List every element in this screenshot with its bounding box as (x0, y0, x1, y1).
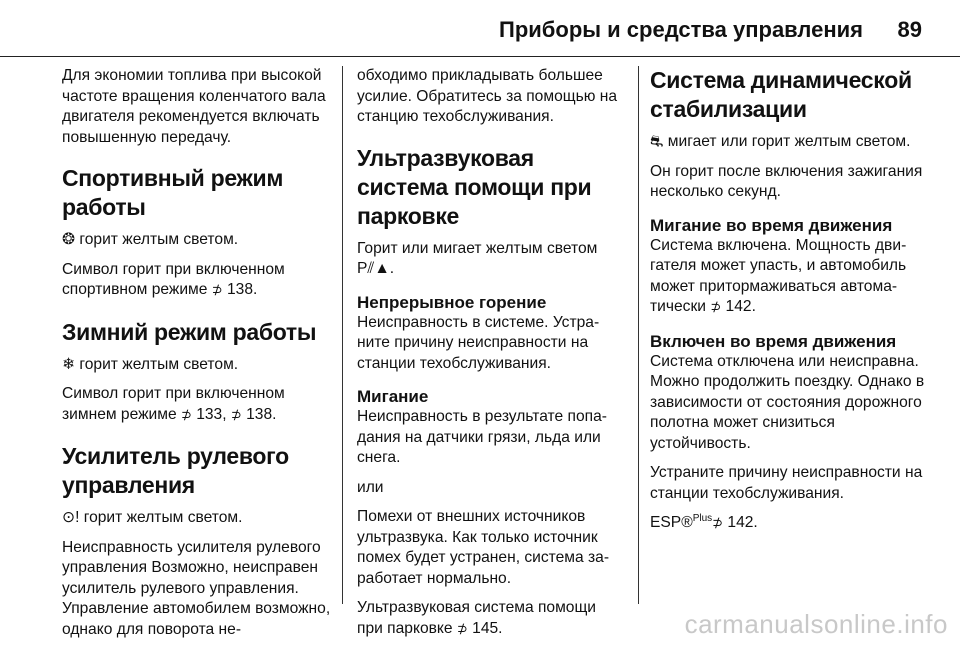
heading-stability-control: Система динамической стабилизации (650, 67, 912, 122)
reference-arrow-icon: ⊅ (230, 407, 242, 423)
column-3 (650, 66, 930, 544)
heading-winter-mode: Зимний режим работы (62, 318, 317, 345)
stability-control-icon: ⛐ (650, 133, 664, 150)
parking-assist-icon: P⫽▲ (357, 260, 390, 277)
on-driving-paragraph: Система отключена или неисправна. Можно продолжить поездку. Однако в зависимости от состояния дорожного полотна может снизиться устойчивость. (650, 352, 925, 452)
reference-arrow-icon: ⊅ (211, 283, 223, 298)
heading-parking-assist: Ультразвуковая система помощи при парковке (357, 144, 592, 229)
continuous-paragraph: Неисправность в системе. Устраните причину неисправности на станции техобслуживания. (357, 313, 600, 372)
reference-arrow-icon: ⊅ (712, 516, 724, 531)
page-title: Приборы и средства управления (499, 17, 863, 42)
sport-paragraph-1: ❂ горит желтым светом. (62, 231, 239, 248)
esp-reference-paragraph: ESP®$^{Plus}$⊅ 142. (650, 512, 758, 531)
heading-power-steering: Усилитель рулевого управления (62, 443, 289, 498)
flashing-paragraph: Неисправность в результате попадания на датчики грязи, льда или снега. (357, 408, 607, 466)
winter-mode-icon: ❄ (62, 355, 76, 373)
parking-reference-paragraph: Ультразвуковая система помощи при парковке ⊅ 145. (357, 599, 597, 637)
heading-sport-mode: Спортивный режим работы (62, 165, 284, 220)
steering-paragraph-2: Неисправность усилителя рулевого управления Возможно, неисправен усилитель рулевого управления. Управление автомобилем возможно, однако для поворота не- (62, 538, 331, 638)
page-number: 89 (897, 17, 922, 42)
header-divider (0, 56, 960, 57)
fix-paragraph: Устраните причину неисправности на станции техобслуживания. (650, 464, 923, 502)
sport-mode-icon: ❂ (62, 231, 76, 248)
page-header (0, 0, 960, 58)
or-paragraph: или (357, 478, 384, 496)
heading-flashing-while-driving: Мигание во время движения (650, 215, 893, 235)
reference-arrow-icon: ⊅ (456, 621, 468, 637)
interference-paragraph: Помехи от внешних источников ультразвука. Как только источник помех будет устранен, система заработает нормально. (357, 508, 610, 587)
power-steering-icon: ⊙! (62, 509, 80, 526)
esp-paragraph-2: Он горит после включения зажигания несколько секунд. (650, 162, 923, 200)
watermark: carmanualsonline.info (684, 609, 948, 639)
column-divider (342, 66, 343, 604)
heading-on-while-driving: Включен во время движения (650, 331, 897, 351)
heading-flashing: Мигание (357, 387, 429, 406)
esp-paragraph-1: ⛐ мигает или горит желтым светом. (650, 133, 911, 150)
steering-paragraph-continued: обходимо прикладывать большее усилие. Обратитесь за помощью на станцию техобслуживания. (357, 67, 618, 125)
column-1 (62, 66, 334, 649)
steering-paragraph-1: ⊙! горит желтым светом. (62, 509, 243, 526)
heading-continuous-light: Непрерывное горение (357, 292, 547, 312)
flash-driving-paragraph: Система включена. Мощность двигателя может упасть, и автомобиль может притормаживаться автоматически ⊅ 142. (650, 236, 907, 315)
intro-paragraph: Для экономии топлива при высокой частоте вращения коленчатого вала двигателя рекомендуется включать повышенную передачу. (62, 67, 326, 146)
column-divider (638, 66, 639, 604)
winter-paragraph-1: ❄ горит желтым светом. (62, 355, 239, 373)
winter-paragraph-2: Символ горит при включенном зимнем режиме ⊅ 133, ⊅ 138. (62, 385, 285, 423)
parking-paragraph: Горит или мигает желтым светом P⫽▲. (357, 239, 598, 277)
sport-paragraph-2: Символ горит при включенном спортивном режиме ⊅ 138. (62, 260, 285, 298)
column-2 (357, 66, 625, 649)
reference-arrow-icon: ⊅ (180, 407, 192, 423)
reference-arrow-icon: ⊅ (710, 300, 722, 315)
